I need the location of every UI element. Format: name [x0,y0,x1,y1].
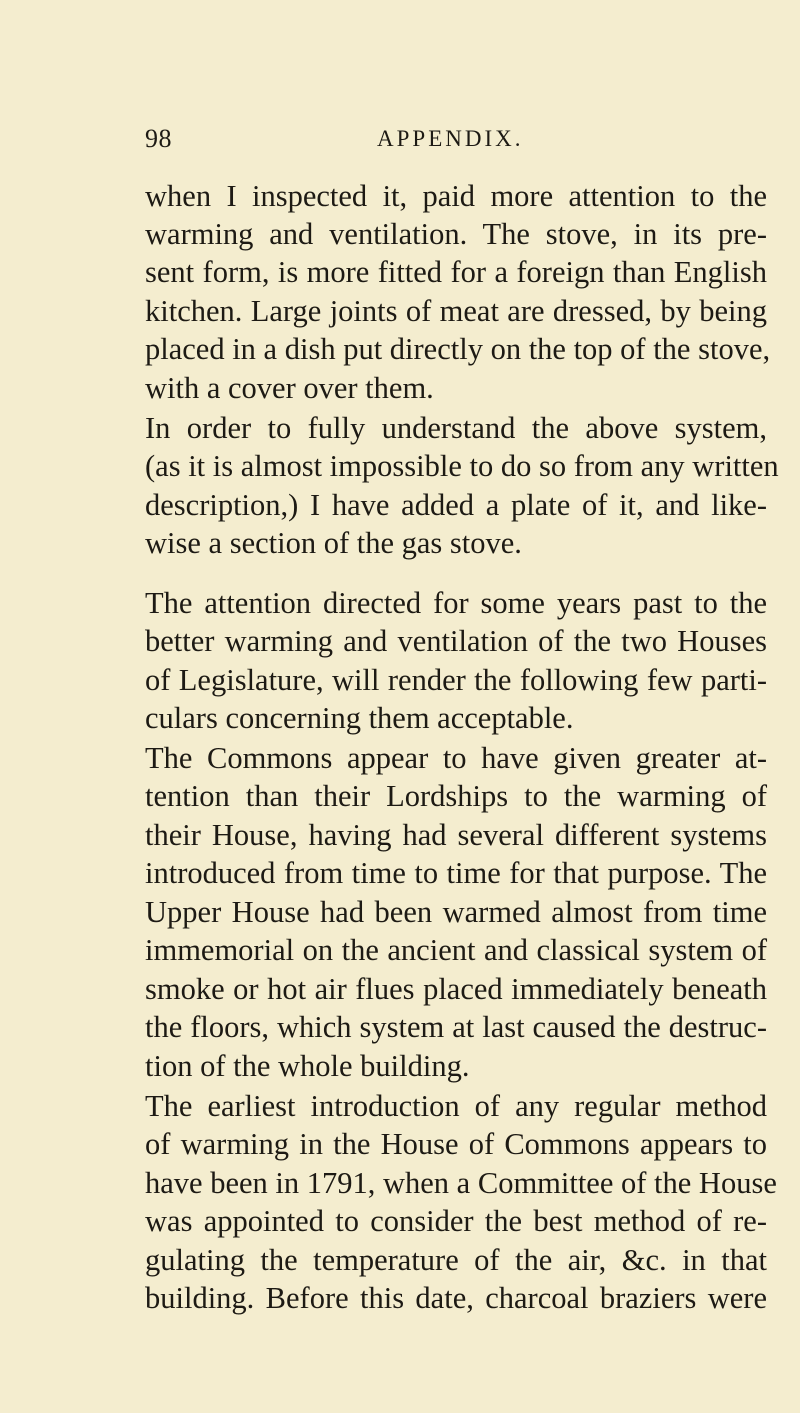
page-header [145,124,665,158]
text-line: sent form, is more fitted for a foreign than English [145,255,767,289]
text-line: the floors, which system at last caused the destruc- [145,1010,767,1044]
text-line: warming and ventilation. The stove, in its pre- [145,217,767,251]
text-line: placed in a dish put directly on the top of the stove, [145,332,771,366]
text-line: The Commons appear to have given greater at- [145,741,767,775]
text-line: with a cover over them. [145,371,434,405]
text-line: description,) I have added a plate of it, and like- [145,488,767,522]
text-line: of Legislature, will render the following few parti- [145,663,767,697]
text-line: In order to fully understand the above system, [145,411,767,445]
text-line: kitchen. Large joints of meat are dressed, by being [145,294,767,328]
text-line: of warming in the House of Commons appears to [145,1127,767,1161]
running-head: APPENDIX. [377,126,524,151]
text-line: tion of the whole building. [145,1049,470,1083]
text-line: immemorial on the ancient and classical system of [145,933,767,967]
text-line: culars concerning them acceptable. [145,701,574,735]
text-line: better warming and ventilation of the two Houses [145,624,767,658]
text-line: Upper House had been warmed almost from time [145,895,767,929]
page-number: 98 [145,124,172,153]
text-line: their House, having had several different systems [145,818,767,852]
text-line: building. Before this date, charcoal braziers were [145,1281,767,1315]
text-line: smoke or hot air flues placed immediately beneath [145,972,767,1006]
text-line: tention than their Lordships to the warming of [145,779,767,813]
text-line: The earliest introduction of any regular method [145,1089,767,1123]
text-line: (as it is almost impossible to do so from any written [145,449,779,483]
text-line: wise a section of the gas stove. [145,526,522,560]
text-line: when I inspected it, paid more attention to the [145,179,767,213]
text-line: gulating the temperature of the air, &c. in that [145,1243,767,1277]
text-line: introduced from time to time for that purpose. The [145,856,767,890]
text-line: have been in 1791, when a Committee of the House [145,1166,777,1200]
text-line: was appointed to consider the best method of re- [145,1204,767,1238]
text-line: The attention directed for some years past to the [145,586,767,620]
